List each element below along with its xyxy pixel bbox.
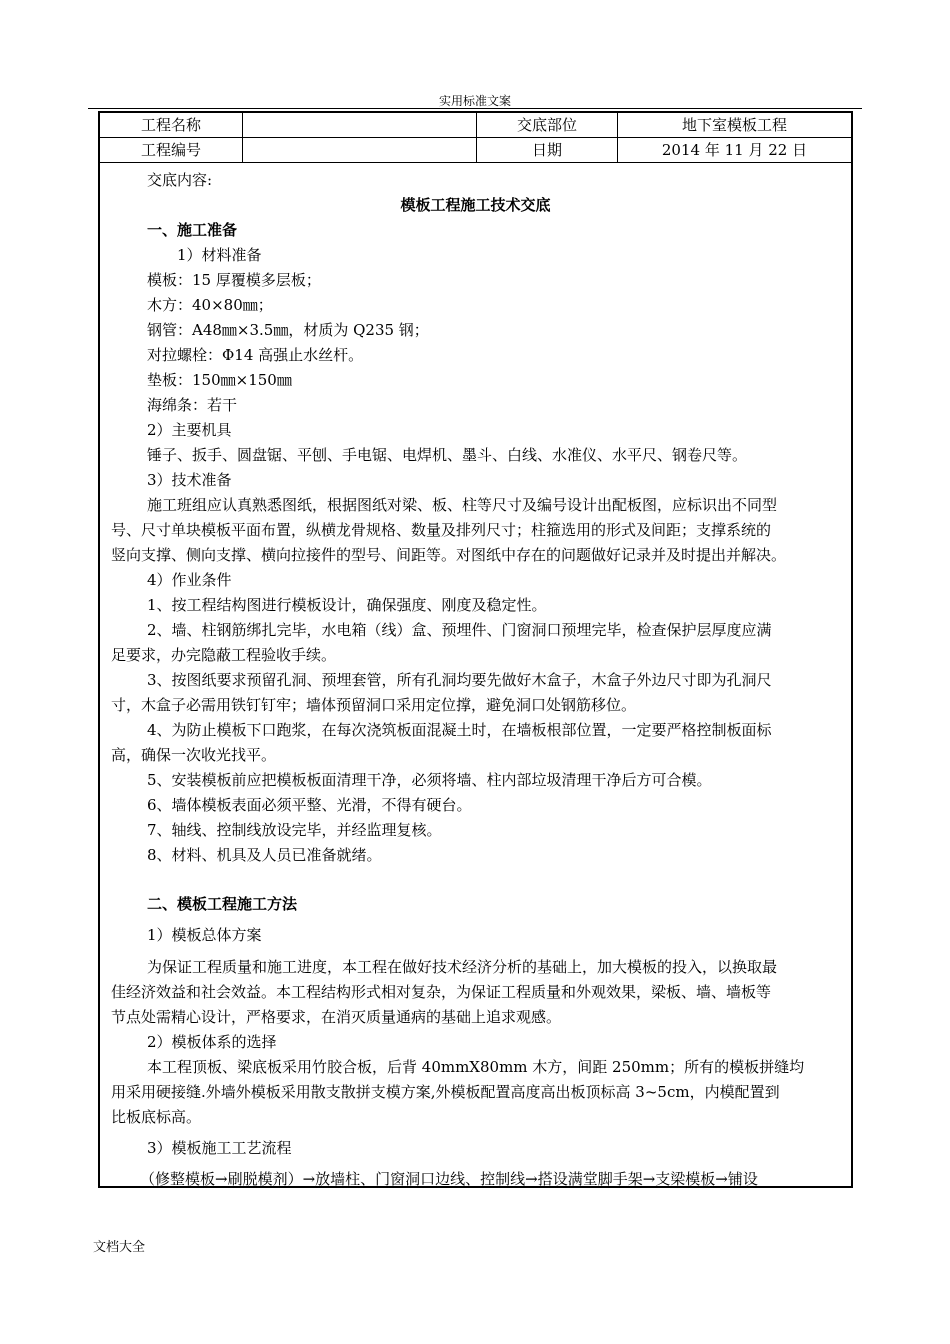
intro-label: 交底内容: bbox=[147, 171, 213, 189]
plan-line-2: 佳经济效益和社会效益。本工程结构形式相对复杂，为保证工程质量和外观效果，梁板、墙、墙板等 bbox=[111, 983, 772, 1001]
project-no-value bbox=[243, 138, 476, 162]
condition-2-line-1: 2、墙、柱钢筋绑扎完毕，水电箱（线）盒、预埋件、门窗洞口预埋完毕，检查保护层厚度应满 bbox=[147, 621, 772, 639]
mat-formwork: 模板：15 厚覆模多层板； bbox=[147, 271, 321, 289]
header-rule bbox=[88, 108, 862, 109]
s1-3-title: 3）技术准备 bbox=[147, 471, 232, 489]
s1-1-title: 1）材料准备 bbox=[177, 246, 262, 264]
project-no-label: 工程编号 bbox=[140, 141, 201, 159]
date-value: 2014 年 11 月 22 日 bbox=[661, 141, 808, 159]
condition-2-line-2: 足要求，办完隐蔽工程验收手续。 bbox=[111, 646, 337, 664]
doc-title: 模板工程施工技术交底 bbox=[400, 196, 551, 214]
plan-line-3: 节点处需精心设计，严格要求，在消灭质量通病的基础上追求观感。 bbox=[111, 1008, 562, 1026]
condition-3-line-2: 寸，木盒子必需用铁钉钉牢；墙体预留洞口采用定位撑，避免洞口处钢筋移位。 bbox=[111, 696, 637, 714]
page-footer: 文档大全 bbox=[93, 1240, 146, 1255]
s2-2-title: 2）模板体系的选择 bbox=[147, 1033, 277, 1051]
system-line-3: 比板底标高。 bbox=[111, 1108, 202, 1126]
project-name-label: 工程名称 bbox=[140, 116, 201, 134]
page-header: 实用标准文案 bbox=[438, 94, 511, 108]
s2-3-title: 3）模板施工工艺流程 bbox=[147, 1139, 292, 1157]
disclosure-form bbox=[98, 111, 853, 1188]
condition-8: 8、材料、机具及人员已准备就绪。 bbox=[147, 846, 382, 864]
condition-4-line-2: 高，确保一次收光找平。 bbox=[111, 746, 277, 764]
tools: 锤子、扳手、圆盘锯、平刨、手电锯、电焊机、墨斗、白线、水准仪、水平尺、钢卷尺等。 bbox=[147, 446, 748, 464]
part-label: 交底部位 bbox=[516, 116, 577, 134]
plan-line-1: 为保证工程质量和施工进度，本工程在做好技术经济分析的基础上，加大模板的投入，以换取最 bbox=[147, 958, 778, 976]
condition-6: 6、墙体模板表面必须平整、光滑，不得有硬台。 bbox=[147, 796, 472, 814]
tech-line-3: 竖向支撑、侧向支撑、横向拉接件的型号、间距等。对图纸中存在的问题做好记录并及时提出并解决。 bbox=[111, 546, 787, 564]
tech-line-2: 号、尺寸单块模板平面布置，纵横龙骨规格、数量及排列尺寸；柱箍选用的形式及间距；支撑系统的 bbox=[111, 521, 772, 539]
system-line-1: 本工程顶板、梁底板采用竹胶合板，后背 40mmX80mm 木方，间距 250mm；所有的模板拼缝均 bbox=[147, 1058, 805, 1076]
s1-4-title: 4）作业条件 bbox=[147, 571, 232, 589]
condition-4-line-1: 4、为防止模板下口跑浆，在每次浇筑板面混凝土时，在墙板根部位置，一定要严格控制板面标 bbox=[147, 721, 772, 739]
condition-7: 7、轴线、控制线放设完毕，并经监理复核。 bbox=[147, 821, 442, 839]
mat-bolt: 对拉螺栓：Φ14 高强止水丝杆。 bbox=[147, 346, 364, 364]
date-label: 日期 bbox=[531, 141, 562, 159]
mat-pipe: 钢管：A48㎜×3.5㎜，材质为 Q235 钢； bbox=[147, 321, 429, 339]
section1-title: 一、施工准备 bbox=[147, 221, 238, 239]
condition-3-line-1: 3、按图纸要求预留孔洞、预埋套管，所有孔洞均要先做好木盒子，木盒子外边尺寸即为孔洞尺 bbox=[147, 671, 772, 689]
condition-5: 5、安装模板前应把模板板面清理干净，必须将墙、柱内部垃圾清理干净后方可合模。 bbox=[147, 771, 712, 789]
mat-timber: 木方：40×80㎜； bbox=[147, 296, 273, 314]
s2-1-title: 1）模板总体方案 bbox=[147, 926, 262, 944]
mat-pad: 垫板：150㎜×150㎜ bbox=[147, 371, 292, 389]
project-name-value bbox=[243, 113, 476, 137]
condition-1: 1、按工程结构图进行模板设计，确保强度、刚度及稳定性。 bbox=[147, 596, 547, 614]
info-row-2 bbox=[100, 138, 851, 163]
part-value: 地下室模板工程 bbox=[681, 116, 787, 134]
mat-sponge: 海绵条：若干 bbox=[147, 396, 238, 414]
flow-line-1: （修整模板→刷脱模剂）→放墙柱、门窗洞口边线、控制线→搭设满堂脚手架→支梁模板→铺设 bbox=[140, 1170, 758, 1188]
s1-2-title: 2）主要机具 bbox=[147, 421, 232, 439]
section2-title: 二、模板工程施工方法 bbox=[147, 895, 298, 913]
tech-line-1: 施工班组应认真熟悉图纸，根据图纸对梁、板、柱等尺寸及编号设计出配板图，应标识出不同型 bbox=[147, 496, 778, 514]
system-line-2: 用采用硬接缝.外墙外模板采用散支散拼支模方案,外模板配置高度高出板顶标高 3~5cm，内模配置到 bbox=[111, 1083, 780, 1101]
info-row-1 bbox=[100, 113, 851, 138]
